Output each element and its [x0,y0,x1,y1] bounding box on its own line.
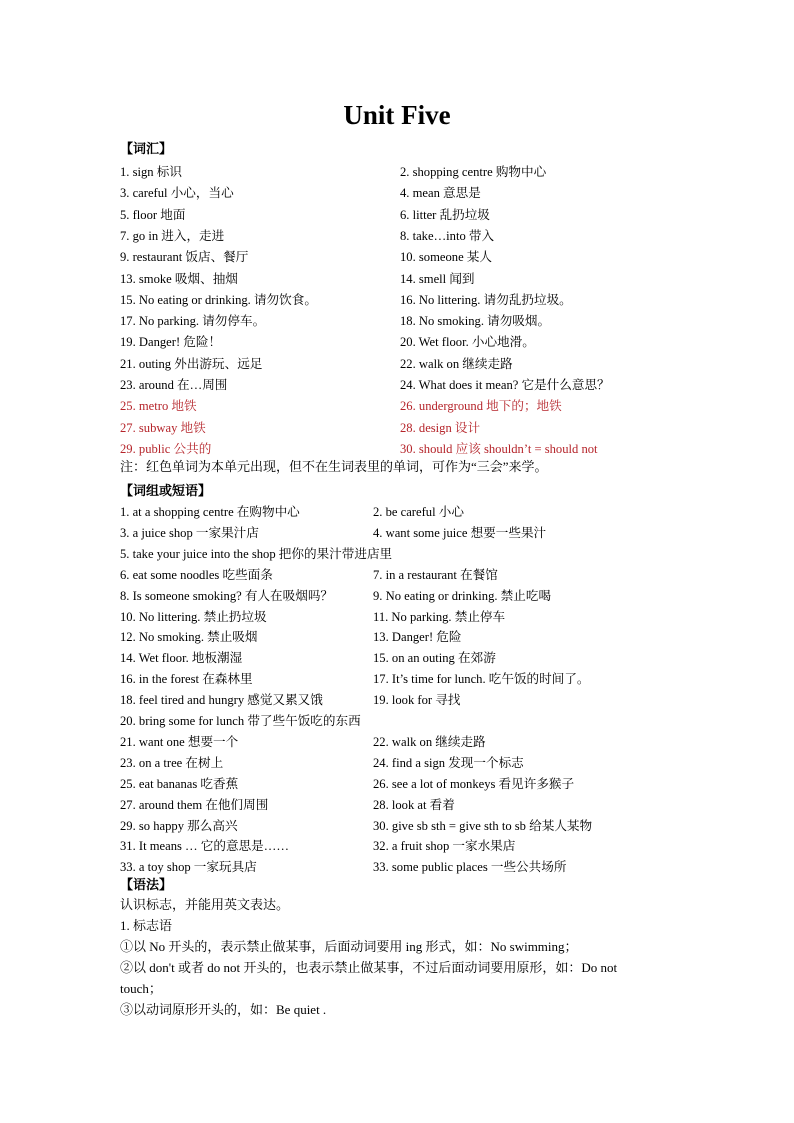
vocab-note: 注：红色单词为本单元出现，但不在生词表里的单词，可作为“三会”来学。 [120,459,548,474]
vocab-item: 23. around 在…周围 [120,378,228,392]
vocab-item: 16. No littering. 请勿乱扔垃圾。 [400,293,572,307]
phrase-item: 19. look for 寻找 [373,693,461,707]
phrase-item: 14. Wet floor. 地板潮湿 [120,651,243,665]
vocab-item: 20. Wet floor. 小心地滑。 [400,335,535,349]
vocab-item: 6. litter 乱扔垃圾 [400,208,490,222]
vocab-item: 24. What does it mean? 它是什么意思？ [400,378,610,392]
vocab-item: 17. No parking. 请勿停车。 [120,314,266,328]
phrase-item: 4. want some juice 想要一些果汁 [373,526,547,540]
grammar-heading: 【语法】 [120,877,173,892]
phrase-item: 11. No parking. 禁止停车 [373,610,506,624]
phrase-item: 22. walk on 继续走路 [373,735,486,749]
phrase-item: 32. a fruit shop 一家水果店 [373,839,516,853]
phrase-item: 3. a juice shop 一家果汁店 [120,526,259,540]
phrase-item: 29. so happy 那么高兴 [120,819,238,833]
phrase-item: 33. some public places 一些公共场所 [373,860,567,874]
grammar-line: ③以动词原形开头的，如：Be quiet . [120,1002,327,1017]
phrase-item: 30. give sb sth = give sth to sb 给某人某物 [373,819,593,833]
phrase-item: 33. a toy shop 一家玩具店 [120,860,257,874]
phrase-item: 28. look at 看着 [373,798,455,812]
vocab-item: 28. design 设计 [400,421,481,435]
grammar-line: 认识标志，并能用英文表达。 [120,897,290,912]
vocab-item: 1. sign 标识 [120,165,182,179]
vocab-item: 25. metro 地铁 [120,399,197,413]
phrase-item: 12. No smoking. 禁止吸烟 [120,630,258,644]
page-title: Unit Five [343,100,451,130]
vocab-item: 29. public 公共的 [120,442,212,456]
phrase-item: 23. on a tree 在树上 [120,756,224,770]
vocab-item: 8. take…into 带入 [400,229,495,243]
vocab-heading: 【词汇】 [120,141,173,156]
phrase-item: 27. around them 在他们周围 [120,798,269,812]
grammar-line: 1. 标志语 [120,918,173,933]
vocab-item: 13. smoke 吸烟、抽烟 [120,272,238,286]
phrase-item: 25. eat bananas 吃香蕉 [120,777,239,791]
phrase-item: 9. No eating or drinking. 禁止吃喝 [373,589,552,603]
phrase-item: 21. want one 想要一个 [120,735,239,749]
phrase-item: 13. Danger! 危险 [373,630,462,644]
vocab-item: 4. mean 意思是 [400,186,481,200]
phrase-item: 15. on an outing 在郊游 [373,651,496,665]
vocab-item: 26. underground 地下的；地铁 [400,399,562,413]
phrase-item: 16. in the forest 在森林里 [120,672,253,686]
phrase-item: 10. No littering. 禁止扔垃圾 [120,610,267,624]
phrase-item: 2. be careful 小心 [373,505,464,519]
phrase-item: 17. It’s time for lunch. 吃午饭的时间了。 [373,672,590,686]
phrase-item: 8. Is someone smoking? 有人在吸烟吗？ [120,589,334,603]
phrase-item: 26. see a lot of monkeys 看见许多猴子 [373,777,575,791]
vocab-item: 22. walk on 继续走路 [400,357,513,371]
phrase-item: 18. feel tired and hungry 感觉又累又饿 [120,693,323,707]
phrase-item: 31. It means … 它的意思是…… [120,839,289,853]
vocab-item: 21. outing 外出游玩、远足 [120,357,263,371]
phrase-item: 24. find a sign 发现一个标志 [373,756,524,770]
phrase-item: 5. take your juice into the shop 把你的果汁带进店里 [120,547,393,561]
phrase-item: 6. eat some noodles 吃些面条 [120,568,273,582]
phrases-heading: 【词组或短语】 [120,483,212,498]
vocab-item: 7. go in 进入，走进 [120,229,225,243]
vocab-item: 10. someone 某人 [400,250,492,264]
vocab-item: 15. No eating or drinking. 请勿饮食。 [120,293,317,307]
vocab-item: 30. should 应该 shouldn’t = should not [400,442,598,456]
vocab-item: 27. subway 地铁 [120,421,206,435]
phrase-item: 7. in a restaurant 在餐馆 [373,568,498,582]
vocab-item: 14. smell 闻到 [400,272,475,286]
vocab-item: 3. careful 小心，当心 [120,186,234,200]
grammar-line: touch； [120,981,162,996]
vocab-item: 2. shopping centre 购物中心 [400,165,547,179]
vocab-item: 18. No smoking. 请勿吸烟。 [400,314,551,328]
grammar-line: ②以 don't 或者 do not 开头的，也表示禁止做某事，不过后面动词要用原形，如：Do not [120,960,618,975]
phrase-item: 20. bring some for lunch 带了些午饭吃的东西 [120,714,361,728]
grammar-line: ①以 No 开头的，表示禁止做某事，后面动词要用 ing 形式，如：No swimming； [120,939,578,954]
phrase-item: 1. at a shopping centre 在购物中心 [120,505,300,519]
vocab-item: 9. restaurant 饭店、餐厅 [120,250,249,264]
vocab-item: 5. floor 地面 [120,208,186,222]
vocab-item: 19. Danger! 危险！ [120,335,222,349]
